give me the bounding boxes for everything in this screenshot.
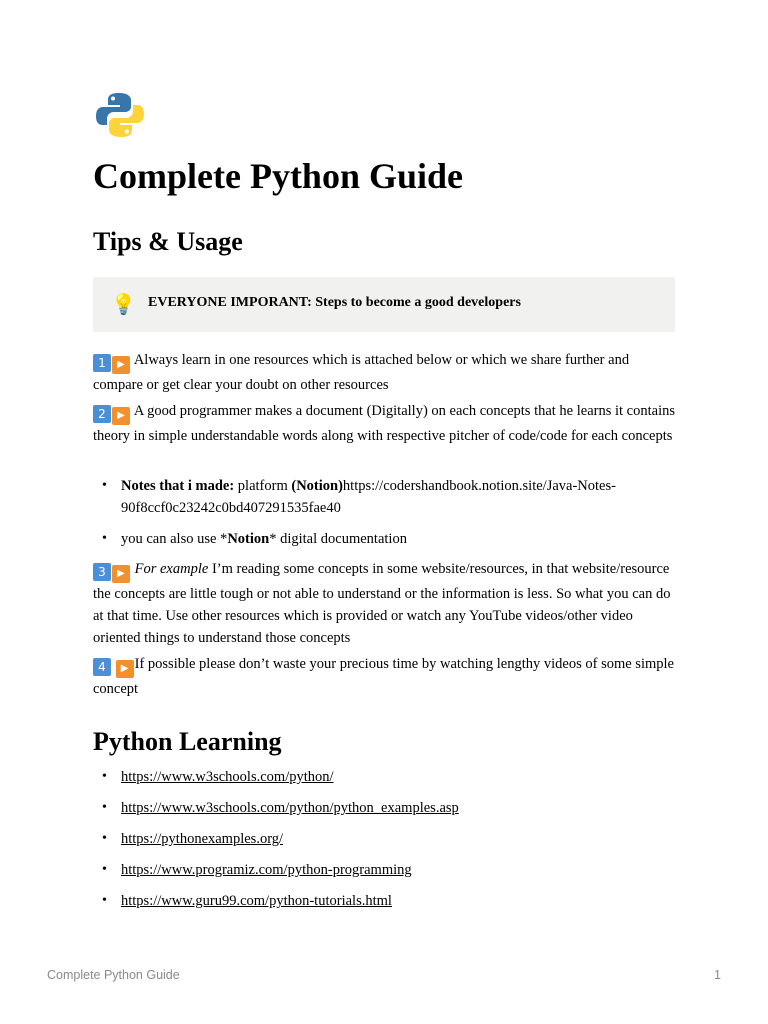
footer-title: Complete Python Guide [47, 968, 180, 982]
callout-box [93, 277, 675, 332]
list-item [93, 766, 663, 788]
play-icon: ▶ [112, 565, 130, 583]
link-pythonexamples[interactable]: https://pythonexamples.org/ [121, 831, 284, 847]
list-item [93, 528, 663, 550]
keycap-three-icon: 3 [93, 563, 111, 581]
notion-bold: Notion [227, 531, 270, 547]
step-3-italic: For example [134, 561, 209, 577]
python-learning-heading: Python Learning [93, 727, 282, 756]
step-1-paragraph [93, 349, 675, 396]
tips-heading: Tips & Usage [93, 227, 243, 256]
keycap-two-icon: 2 [93, 405, 111, 423]
step-3-paragraph [93, 558, 675, 649]
notion-label: (Notion) [291, 478, 343, 494]
keycap-four-icon: 4 [93, 658, 111, 676]
list-item [93, 890, 663, 912]
keycap-one-icon: 1 [93, 354, 111, 372]
lightbulb-icon: 💡 [111, 292, 136, 316]
list-item [93, 859, 663, 881]
notion-text-1: you can also use * [121, 531, 228, 547]
page-title: Complete Python Guide [93, 156, 464, 196]
notes-platform-text: platform [234, 478, 292, 494]
links-list [93, 766, 663, 921]
link-w3schools-python[interactable]: https://www.w3schools.com/python/ [121, 769, 334, 785]
play-icon: ▶ [112, 407, 130, 425]
list-item [93, 797, 663, 819]
step-4-paragraph [93, 653, 675, 700]
notes-url: https://codershandbook.notion.site/Java-Notes-90f8ccf0c23242c0bd407291535fae40 [121, 478, 616, 516]
step-3-text: I’m reading some concepts in some website/resources, in that website/resource the concepts are little tough or not able to understand or the information is less. So what you can do at that time. Use other resources which is provided or watch any YouTube videos/other video oriented things to understand those concepts [93, 561, 671, 646]
page-number: 1 [714, 968, 721, 982]
step-2-paragraph [93, 400, 675, 447]
step-1-text: Always learn in one resources which is attached below or which we share further and compare or get clear your doubt on other resources [93, 352, 630, 393]
notes-list [93, 475, 663, 550]
play-icon: ▶ [116, 660, 134, 678]
link-guru99[interactable]: https://www.guru99.com/python-tutorials.html [121, 893, 392, 909]
notes-label: Notes that i made: [121, 478, 235, 494]
list-item [93, 828, 663, 850]
step-4-text: If possible please don’t waste your precious time by watching lengthy videos of some simple concept [93, 656, 674, 697]
link-programiz[interactable]: https://www.programiz.com/python-programming [121, 862, 412, 878]
link-w3schools-examples[interactable]: https://www.w3schools.com/python/python_examples.asp [121, 800, 459, 816]
list-item [93, 475, 663, 519]
play-icon: ▶ [112, 356, 130, 374]
python-logo-icon [96, 92, 144, 138]
notion-text-2: * digital documentation [269, 531, 407, 547]
step-2-text: A good programmer makes a document (Digitally) on each concepts that he learns it contains theory in simple understandable words along with respective pitcher of code/code for each concepts [93, 403, 675, 444]
callout-text: EVERYONE IMPORANT: Steps to become a good developers [148, 295, 521, 310]
